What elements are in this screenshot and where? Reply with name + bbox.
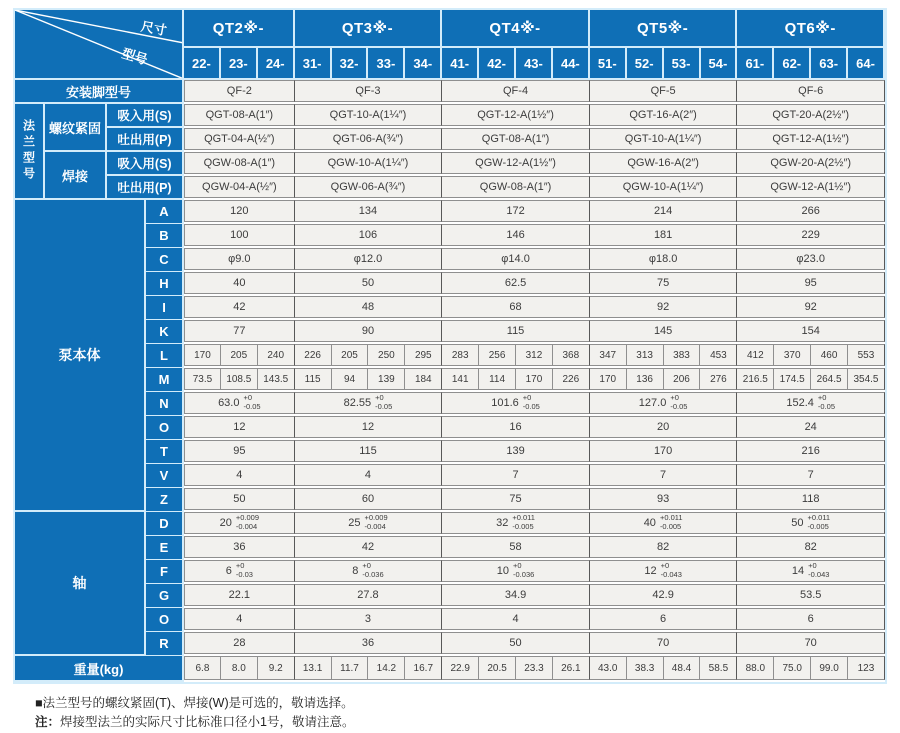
cell: 10 +0 -0.036 (442, 560, 590, 582)
cell: 68 (442, 296, 590, 318)
cell: 214 (590, 200, 738, 222)
cell: QGW-20-A(2½″) (737, 152, 885, 174)
cell: 20 +0.009 -0.004 (184, 512, 295, 534)
cell: 94 (332, 368, 369, 390)
cell: 106 (295, 224, 443, 246)
section-label: 泵本体 (15, 200, 146, 512)
col-header: 24- (258, 48, 295, 80)
cell: 139 (442, 440, 590, 462)
col-header: 54- (701, 48, 738, 80)
col-header: 52- (627, 48, 664, 80)
cell: 12 (184, 416, 295, 438)
row-label: G (146, 584, 184, 608)
cell: 36 (295, 632, 443, 654)
col-group (590, 10, 738, 80)
cell: QGT-12-A(1½″) (442, 104, 590, 126)
cell: 82 (590, 536, 738, 558)
table-row (146, 512, 885, 536)
cell: 347 (590, 344, 627, 366)
subsection-label: 焊接 (45, 152, 107, 200)
col-header: 62- (774, 48, 811, 80)
cell: 120 (184, 200, 295, 222)
cell: φ14.0 (442, 248, 590, 270)
cell: QGT-10-A(1¼″) (295, 104, 443, 126)
cell: 216.5 (737, 368, 774, 390)
mounting-foot-row (15, 80, 885, 104)
cell: 123 (848, 656, 885, 680)
cell: 206 (664, 368, 701, 390)
cell: 226 (553, 368, 590, 390)
cell: 42 (184, 296, 295, 318)
cell: QGW-08-A(1″) (442, 176, 590, 198)
col-header: 42- (479, 48, 516, 80)
col-header: 33- (368, 48, 405, 80)
cell: 115 (442, 320, 590, 342)
cell: 136 (627, 368, 664, 390)
cell: 172 (442, 200, 590, 222)
row-label: M (146, 368, 184, 392)
cell: QF-2 (184, 80, 295, 102)
pump-body-section (15, 200, 885, 512)
col-header: 22- (184, 48, 221, 80)
row-label: A (146, 200, 184, 224)
cell: 25 +0.009 -0.004 (295, 512, 443, 534)
cell: 8.0 (221, 656, 258, 680)
row-label: D (146, 512, 184, 536)
cell: 53.5 (737, 584, 885, 606)
cell: QF-3 (295, 80, 443, 102)
cell: 14 +0 -0.043 (737, 560, 885, 582)
col-group (184, 10, 295, 80)
row-label: 安装脚型号 (15, 80, 184, 104)
cell: 143.5 (258, 368, 295, 390)
row-label: 重量(kg) (15, 656, 184, 682)
cell: 170 (516, 368, 553, 390)
cell: 62.5 (442, 272, 590, 294)
cell: 36 (184, 536, 295, 558)
table-row (107, 128, 885, 152)
col-group (442, 10, 590, 80)
cell: 27.8 (295, 584, 443, 606)
row-label: R (146, 632, 184, 656)
footnote (35, 713, 354, 732)
row-label: H (146, 272, 184, 296)
cell: 60 (295, 488, 443, 510)
cell: QGW-10-A(1¼″) (295, 152, 443, 174)
cell: φ12.0 (295, 248, 443, 270)
col-header: 31- (295, 48, 332, 80)
cell: 115 (295, 368, 332, 390)
column-headers (184, 10, 885, 80)
cell: 75.0 (774, 656, 811, 680)
cell: 460 (811, 344, 848, 366)
cell: 22.1 (184, 584, 295, 606)
cell: 99.0 (811, 656, 848, 680)
col-header: 51- (590, 48, 627, 80)
cell: QF-5 (590, 80, 738, 102)
cell: 24 (737, 416, 885, 438)
row-label: C (146, 248, 184, 272)
footnote: ■法兰型号的螺纹紧固(T)、焊接(W)是可选的，敬请选择。 (35, 696, 354, 710)
cell: 4 (442, 608, 590, 630)
cell: 88.0 (737, 656, 774, 680)
cell: 4 (184, 608, 295, 630)
cell: 240 (258, 344, 295, 366)
cell: 16 (442, 416, 590, 438)
cell: 6 +0 -0.03 (184, 560, 295, 582)
cell: 9.2 (258, 656, 295, 680)
table-row (146, 488, 885, 512)
table-row (146, 560, 885, 584)
cell: 139 (368, 368, 405, 390)
row-label: T (146, 440, 184, 464)
flange-section (15, 104, 885, 200)
cell: 101.6 +0 -0.05 (442, 392, 590, 414)
cell: 184 (405, 368, 442, 390)
cell: φ18.0 (590, 248, 738, 270)
table-row (146, 272, 885, 296)
cell: 170 (590, 440, 738, 462)
cell: 12 (295, 416, 443, 438)
cell: 82 (737, 536, 885, 558)
corner-cell (15, 10, 184, 80)
cell: QGT-20-A(2½″) (737, 104, 885, 126)
cell: 4 (295, 464, 443, 486)
col-header: 32- (332, 48, 369, 80)
cell: QGW-12-A(1½″) (442, 152, 590, 174)
col-group-header: QT6※- (737, 10, 885, 48)
cell: 313 (627, 344, 664, 366)
table-row (146, 344, 885, 368)
cell: 14.2 (368, 656, 405, 680)
cell: 118 (737, 488, 885, 510)
table-row (146, 608, 885, 632)
cell: QGW-04-A(½″) (184, 176, 295, 198)
welded-subsection (45, 152, 885, 200)
footnote-note-label: 注： (35, 714, 61, 729)
cell: 154 (737, 320, 885, 342)
cell: 370 (774, 344, 811, 366)
table-row (146, 464, 885, 488)
cell: 205 (221, 344, 258, 366)
cell: 256 (479, 344, 516, 366)
row-label: O (146, 416, 184, 440)
cell: 368 (553, 344, 590, 366)
cell: 82.55 +0 -0.05 (295, 392, 443, 414)
col-group-header: QT2※- (184, 10, 295, 48)
col-header: 34- (405, 48, 442, 80)
cell: 152.4 +0 -0.05 (737, 392, 885, 414)
cell: 181 (590, 224, 738, 246)
cell: 22.9 (442, 656, 479, 680)
col-header: 61- (737, 48, 774, 80)
cell: 92 (737, 296, 885, 318)
row-label: O (146, 608, 184, 632)
cell: QF-4 (442, 80, 590, 102)
col-header: 63- (811, 48, 848, 80)
cell: 8 +0 -0.036 (295, 560, 443, 582)
row-label: L (146, 344, 184, 368)
cell: QGW-12-A(1½″) (737, 176, 885, 198)
table-row (146, 368, 885, 392)
cell: 11.7 (332, 656, 369, 680)
cell: φ9.0 (184, 248, 295, 270)
cell: 354.5 (848, 368, 885, 390)
cell: 50 (295, 272, 443, 294)
cell: 146 (442, 224, 590, 246)
shaft-section (15, 512, 885, 656)
cell: 40 (184, 272, 295, 294)
cell: 63.0 +0 -0.05 (184, 392, 295, 414)
cell: 170 (184, 344, 221, 366)
cell: QGW-16-A(2″) (590, 152, 738, 174)
cell: 50 (442, 632, 590, 654)
cell: 28 (184, 632, 295, 654)
cell: 70 (737, 632, 885, 654)
cell: 23.3 (516, 656, 553, 680)
cell: 4 (184, 464, 295, 486)
cell: 100 (184, 224, 295, 246)
table-row (146, 416, 885, 440)
cell: 226 (295, 344, 332, 366)
table-row (107, 176, 885, 200)
cell: 250 (368, 344, 405, 366)
col-group (737, 10, 885, 80)
row-label: F (146, 560, 184, 584)
cell: 73.5 (184, 368, 221, 390)
cell: 43.0 (590, 656, 627, 680)
cell: φ23.0 (737, 248, 885, 270)
cell: 13.1 (295, 656, 332, 680)
cell: 32 +0.011 -0.005 (442, 512, 590, 534)
cell: 6 (737, 608, 885, 630)
cell: 174.5 (774, 368, 811, 390)
cell: 141 (442, 368, 479, 390)
cell: 6.8 (184, 656, 221, 680)
row-label: 吸入用(S) (107, 104, 184, 128)
table-row (146, 200, 885, 224)
cell: QGT-08-A(1″) (442, 128, 590, 150)
col-group-header: QT3※- (295, 10, 443, 48)
cell: 7 (737, 464, 885, 486)
cell: 283 (442, 344, 479, 366)
table-row (146, 248, 885, 272)
cell: 95 (184, 440, 295, 462)
cell: 114 (479, 368, 516, 390)
cell: QGT-10-A(1¼″) (590, 128, 738, 150)
cell: 170 (590, 368, 627, 390)
table-row (107, 152, 885, 176)
cell: 42.9 (590, 584, 738, 606)
cell: 216 (737, 440, 885, 462)
model-label: 型号 (120, 45, 150, 68)
footnotes (35, 694, 354, 732)
row-label: 吐出用(P) (107, 176, 184, 200)
col-group-header: QT4※- (442, 10, 590, 48)
subsection-label: 螺纹紧固 (45, 104, 107, 152)
cell: 95 (737, 272, 885, 294)
cell: 412 (737, 344, 774, 366)
cell: 93 (590, 488, 738, 510)
col-header: 23- (221, 48, 258, 80)
cell: 48.4 (664, 656, 701, 680)
row-label: 吸入用(S) (107, 152, 184, 176)
cell: 75 (442, 488, 590, 510)
cell: 70 (590, 632, 738, 654)
cell: QGW-08-A(1″) (184, 152, 295, 174)
col-group (295, 10, 443, 80)
cell: QGW-06-A(¾″) (295, 176, 443, 198)
section-label: 法兰型号 (15, 104, 45, 200)
col-group-header: QT5※- (590, 10, 738, 48)
cell: 42 (295, 536, 443, 558)
cell: 34.9 (442, 584, 590, 606)
cell: 134 (295, 200, 443, 222)
cell: 90 (295, 320, 443, 342)
cell: QGW-10-A(1¼″) (590, 176, 738, 198)
table-row (146, 320, 885, 344)
cell: 115 (295, 440, 443, 462)
table-row (146, 296, 885, 320)
table-row (146, 632, 885, 656)
cell: 50 (184, 488, 295, 510)
cell: 229 (737, 224, 885, 246)
col-header: 64- (848, 48, 885, 80)
cell: 383 (664, 344, 701, 366)
header-row (15, 10, 885, 80)
cell: 276 (700, 368, 737, 390)
cell: QF-6 (737, 80, 885, 102)
cell: 26.1 (553, 656, 590, 680)
cell: 553 (848, 344, 885, 366)
row-label: 吐出用(P) (107, 128, 184, 152)
cell: QGT-08-A(1″) (184, 104, 295, 126)
cell: 108.5 (221, 368, 258, 390)
cell: QGT-16-A(2″) (590, 104, 738, 126)
row-label: E (146, 536, 184, 560)
row-label: V (146, 464, 184, 488)
table-row (107, 104, 885, 128)
cell: 58.5 (700, 656, 737, 680)
cell: 295 (405, 344, 442, 366)
table-row (146, 584, 885, 608)
cell: 50 +0.011 -0.005 (737, 512, 885, 534)
cell: 6 (590, 608, 738, 630)
cell: QGT-06-A(¾″) (295, 128, 443, 150)
cell: 38.3 (627, 656, 664, 680)
weight-row (15, 656, 885, 682)
cell: 3 (295, 608, 443, 630)
cell: 20 (590, 416, 738, 438)
cell: 40 +0.011 -0.005 (590, 512, 738, 534)
table-row (146, 224, 885, 248)
cell: 7 (442, 464, 590, 486)
threaded-subsection (45, 104, 885, 152)
cell: 312 (516, 344, 553, 366)
row-label: I (146, 296, 184, 320)
cell: 266 (737, 200, 885, 222)
row-label: K (146, 320, 184, 344)
cell: 58 (442, 536, 590, 558)
cell: 77 (184, 320, 295, 342)
cell: 453 (700, 344, 737, 366)
cell: QGT-04-A(½″) (184, 128, 295, 150)
cell: 7 (590, 464, 738, 486)
footnote-text: 焊接型法兰的实际尺寸比标准口径小1号，敬请注意。 (60, 714, 355, 729)
cell: 12 +0 -0.043 (590, 560, 738, 582)
row-label: Z (146, 488, 184, 512)
row-label: B (146, 224, 184, 248)
col-header: 44- (553, 48, 590, 80)
cell: 20.5 (479, 656, 516, 680)
cell: 127.0 +0 -0.05 (590, 392, 738, 414)
cell: 48 (295, 296, 443, 318)
cell: 145 (590, 320, 738, 342)
cell: 205 (332, 344, 369, 366)
col-header: 43- (516, 48, 553, 80)
col-header: 53- (664, 48, 701, 80)
table-row (146, 536, 885, 560)
cell: 264.5 (811, 368, 848, 390)
cell: 16.7 (405, 656, 442, 680)
row-label: N (146, 392, 184, 416)
spec-table (13, 8, 887, 684)
cell: 75 (590, 272, 738, 294)
table-row (146, 440, 885, 464)
cell: 92 (590, 296, 738, 318)
cell: QGT-12-A(1½″) (737, 128, 885, 150)
col-header: 41- (442, 48, 479, 80)
size-label: 尺寸 (139, 18, 168, 39)
section-label: 轴 (15, 512, 146, 656)
table-row (146, 392, 885, 416)
